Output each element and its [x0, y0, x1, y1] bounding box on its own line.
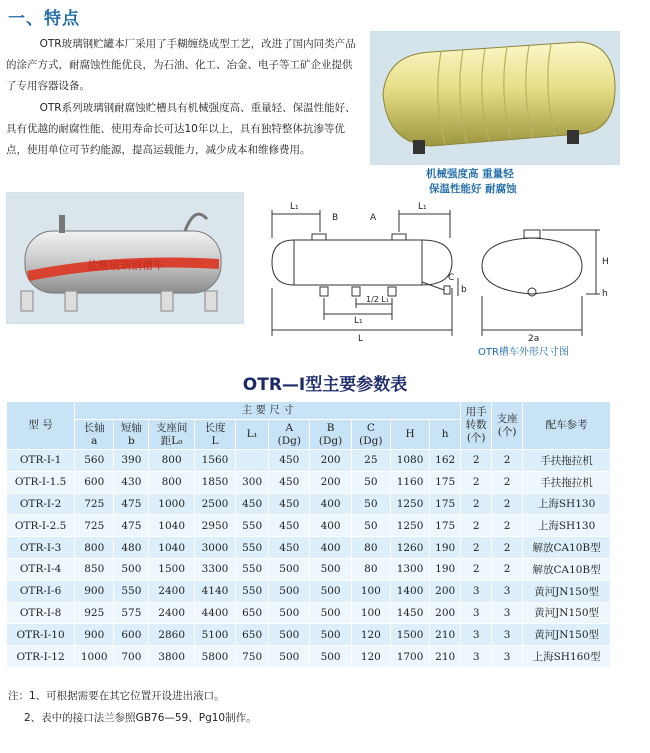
table-cell: 210 [430, 624, 461, 646]
table-cell: OTR-I-8 [7, 602, 75, 624]
table-cell: 1500 [390, 624, 429, 646]
table-cell: 上海SH160型 [523, 646, 611, 668]
table-cell: 500 [310, 580, 351, 602]
table-cell: 550 [236, 580, 269, 602]
table-cell: OTR-I-10 [7, 624, 75, 646]
table-cell: 475 [114, 515, 149, 537]
table-cell: 1040 [149, 515, 194, 537]
table-cell: 5800 [194, 646, 235, 668]
table-cell: 3 [461, 624, 492, 646]
table-cell: 162 [430, 450, 461, 472]
table-cell: 4400 [194, 602, 235, 624]
sub-header-9 [430, 420, 461, 450]
dimension-diagram [262, 196, 622, 345]
dim-label-l1-mid: L₁ [354, 316, 363, 326]
sub-header-3-l2: L [211, 434, 219, 447]
table-cell: 725 [75, 515, 114, 537]
table-cell: 手扶拖拉机 [523, 450, 611, 472]
dim-label-b-nozzle: B [332, 213, 339, 223]
table-cell: 800 [75, 537, 114, 559]
sub-header-0-l1: 长轴 [83, 421, 105, 434]
dim-label-l: L [358, 334, 364, 341]
dim-label-2a: 2a [528, 334, 540, 341]
table-cell: 1250 [390, 493, 429, 515]
table-row [7, 450, 611, 472]
sub-header-2 [149, 420, 194, 450]
tanker-lettering: 盐酸玻璃钢槽车 [87, 259, 164, 272]
table-cell: 5100 [194, 624, 235, 646]
table-cell: 480 [114, 537, 149, 559]
dim-label-l1-left: L₁ [290, 202, 299, 212]
sub-header-0-l2: a [91, 434, 98, 447]
table-cell: 500 [114, 558, 149, 580]
tanker-photo-drawing [7, 193, 243, 323]
sub-header-5-l1: A [285, 421, 294, 434]
table-cell: 175 [430, 471, 461, 493]
table-cell: 390 [114, 450, 149, 472]
header-handhole-line-2: 转数 [465, 419, 487, 431]
table-cell: 50 [351, 471, 390, 493]
table-cell: 50 [351, 515, 390, 537]
table-cell: 500 [310, 624, 351, 646]
table-cell: 750 [236, 646, 269, 668]
sub-header-5-l2: (Dg) [277, 434, 301, 447]
table-cell: 2 [461, 450, 492, 472]
table-cell: 400 [310, 515, 351, 537]
table-cell: 400 [310, 537, 351, 559]
table-cell: 175 [430, 515, 461, 537]
table-cell: 575 [114, 602, 149, 624]
sub-header-2-l2: 距L₀ [160, 434, 183, 447]
table-cell: 3000 [194, 537, 235, 559]
dim-label-l1-right: L₁ [418, 202, 427, 212]
table-cell: OTR-I-2 [7, 493, 75, 515]
table-cell: 黄河JN150型 [523, 580, 611, 602]
table-cell: 2400 [149, 602, 194, 624]
table-cell: 1260 [390, 537, 429, 559]
note-1: 注：1、可根据需要在其它位置开设进出液口。 [8, 690, 225, 702]
table-cell: 100 [351, 602, 390, 624]
table-cell: 1560 [194, 450, 235, 472]
header-support-line-2: (个) [497, 425, 517, 438]
table-cell: 2860 [149, 624, 194, 646]
header-handhole-line-3: (个) [466, 432, 486, 444]
table-cell: 1450 [390, 602, 429, 624]
table-cell: OTR-I-2.5 [7, 515, 75, 537]
dim-label-h-lower: h [602, 289, 608, 299]
sub-header-8 [390, 420, 429, 450]
table-cell: 1080 [390, 450, 429, 472]
table-cell: 600 [75, 471, 114, 493]
table-cell: 黄河JN150型 [523, 624, 611, 646]
table-cell: 850 [75, 558, 114, 580]
table-cell: 解放CA10B型 [523, 558, 611, 580]
table-cell: 210 [430, 646, 461, 668]
table-cell: 手扶拖拉机 [523, 471, 611, 493]
table-row [7, 558, 611, 580]
table-cell: 3 [461, 580, 492, 602]
table-row [7, 602, 611, 624]
table-cell: 1500 [149, 558, 194, 580]
table-cell: 2 [461, 471, 492, 493]
table-cell: 2 [492, 537, 523, 559]
sub-header-2-l1: 支座间 [155, 421, 188, 434]
table-cell: 500 [310, 558, 351, 580]
table-cell: 650 [236, 602, 269, 624]
table-cell: 1400 [390, 580, 429, 602]
table-cell: 2950 [194, 515, 235, 537]
table-cell: 2 [492, 493, 523, 515]
table-cell: 500 [269, 646, 310, 668]
table-cell: 450 [269, 493, 310, 515]
table-cell: 2500 [194, 493, 235, 515]
table-cell: 1700 [390, 646, 429, 668]
sub-header-9-l1: h [441, 428, 449, 440]
table-cell: 3800 [149, 646, 194, 668]
intro-paragraph-1: OTR玻璃钢贮罐本厂采用了手糊缠绕成型工艺，改进了国内同类产品的涂产方式，耐腐蚀性能优良，为石油、化工、冶金、电子等工矿企业提供了专用容器设备。 [6, 38, 356, 92]
table-cell: 200 [310, 450, 351, 472]
table-cell: 2 [461, 558, 492, 580]
section-title: 一、特点 [8, 9, 80, 29]
table-cell: 2 [492, 558, 523, 580]
table-cell: 解放CA10B型 [523, 537, 611, 559]
sub-header-6-l2: (Dg) [318, 434, 343, 447]
table-cell: 2400 [149, 580, 194, 602]
dim-label-b-short: b [461, 285, 467, 295]
table-cell: 2 [461, 493, 492, 515]
header-support-line-1: 支座 [496, 412, 518, 425]
sub-header-4 [236, 420, 269, 450]
table-cell: 500 [269, 602, 310, 624]
table-cell: 1850 [194, 471, 235, 493]
table-row [7, 493, 611, 515]
table-cell [236, 450, 269, 472]
table-cell: 3 [461, 646, 492, 668]
table-cell: 450 [269, 471, 310, 493]
sub-header-6 [310, 420, 351, 450]
table-cell: 500 [269, 624, 310, 646]
table-cell: 3 [492, 624, 523, 646]
table-title: OTR—I型主要参数表 [242, 375, 408, 395]
header-handhole [461, 402, 492, 450]
table-cell: 550 [236, 537, 269, 559]
table-cell: 450 [236, 493, 269, 515]
table-cell: 725 [75, 493, 114, 515]
table-cell: 650 [236, 624, 269, 646]
table-cell: 3300 [194, 558, 235, 580]
table-cell: 300 [236, 471, 269, 493]
table-row [7, 515, 611, 537]
table-cell: 1000 [75, 646, 114, 668]
table-cell: 25 [351, 450, 390, 472]
table-cell: OTR-I-12 [7, 646, 75, 668]
table-cell: 550 [114, 580, 149, 602]
table-cell: 700 [114, 646, 149, 668]
table-cell: 1250 [390, 515, 429, 537]
sub-header-7-l2: (Dg) [359, 434, 383, 447]
table-cell: 500 [310, 602, 351, 624]
table-cell: 800 [149, 450, 194, 472]
table-cell: OTR-I-1.5 [7, 471, 75, 493]
table-cell: 黄河JN150型 [523, 602, 611, 624]
table-cell: 550 [236, 515, 269, 537]
sub-header-3-l1: 长度 [204, 421, 226, 434]
table-body [7, 450, 611, 668]
table-cell: OTR-I-3 [7, 537, 75, 559]
table-cell: 80 [351, 558, 390, 580]
sub-header-6-l1: B [326, 421, 335, 434]
table-cell: 190 [430, 537, 461, 559]
table-cell: 190 [430, 558, 461, 580]
table-cell: 200 [310, 471, 351, 493]
header-handhole-line-1: 用手 [465, 406, 487, 418]
intro-paragraph-2: OTR系列玻璃钢耐腐蚀贮槽具有机械强度高、重量轻、保温性能好、具有优越的耐腐性能、使用寿命长可达10年以上，具有独特整体抗渗等优点，使用单位可节约能源，提高运载能力，减少成本和维修费用。 [6, 102, 356, 156]
table-cell: 200 [430, 602, 461, 624]
table-cell: 500 [269, 580, 310, 602]
tank-photo [370, 31, 620, 165]
table-cell: 上海SH130 [523, 515, 611, 537]
table-cell: 400 [310, 493, 351, 515]
parameter-table [6, 401, 611, 668]
sub-header-7-l1: C [366, 421, 375, 434]
table-row [7, 580, 611, 602]
table-cell: 3 [461, 602, 492, 624]
table-cell: 500 [310, 646, 351, 668]
dim-label-h-upper: H [602, 257, 609, 267]
table-cell: 3 [492, 646, 523, 668]
dim-label-c: C [448, 273, 455, 283]
table-row [7, 646, 611, 668]
table-row [7, 624, 611, 646]
table-cell: 450 [269, 515, 310, 537]
table-cell: 2 [492, 471, 523, 493]
table-cell: 200 [430, 580, 461, 602]
table-cell: 120 [351, 646, 390, 668]
table-cell: 80 [351, 537, 390, 559]
sub-header-8-l1: H [405, 428, 415, 440]
sub-header-1 [114, 420, 149, 450]
table-cell: 1160 [390, 471, 429, 493]
table-cell: 2 [461, 537, 492, 559]
table-cell: 1300 [390, 558, 429, 580]
table-cell: 800 [149, 471, 194, 493]
note-2: 2、表中的接口法兰参照GB76—59、Pg10制作。 [24, 712, 257, 724]
table-cell: 100 [351, 580, 390, 602]
table-cell: OTR-I-1 [7, 450, 75, 472]
table-cell: 175 [430, 493, 461, 515]
table-cell: 450 [269, 450, 310, 472]
sub-header-5 [269, 420, 310, 450]
table-row [7, 537, 611, 559]
table-cell: 120 [351, 624, 390, 646]
tanker-photo [6, 192, 244, 324]
table-cell: 500 [269, 558, 310, 580]
table-cell: 430 [114, 471, 149, 493]
tank-photo-drawing [371, 32, 619, 164]
table-cell: 1000 [149, 493, 194, 515]
table-cell: 2 [492, 515, 523, 537]
table-cell: 4140 [194, 580, 235, 602]
table-cell: 550 [236, 558, 269, 580]
sub-header-1-l2: b [128, 434, 135, 447]
table-cell: 50 [351, 493, 390, 515]
table-cell: 475 [114, 493, 149, 515]
table-cell: 3 [492, 580, 523, 602]
table-cell: 925 [75, 602, 114, 624]
table-cell: 上海SH130 [523, 493, 611, 515]
table-cell: 3 [492, 602, 523, 624]
sub-header-7 [351, 420, 390, 450]
sub-header-0 [75, 420, 114, 450]
header-support [492, 402, 523, 450]
sub-header-3 [194, 420, 235, 450]
table-cell: 560 [75, 450, 114, 472]
table-cell: 450 [269, 537, 310, 559]
table-row [7, 471, 611, 493]
table-cell: 900 [75, 580, 114, 602]
table-cell: 1040 [149, 537, 194, 559]
table-cell: 2 [461, 515, 492, 537]
dim-label-half-l1: 1/2 L₁ [366, 295, 390, 304]
table-cell: 2 [492, 450, 523, 472]
photo-caption-line-2: 保温性能好 耐腐蚀 [429, 183, 517, 195]
diagram-caption: OTR槽车外形尺寸图 [478, 347, 569, 358]
table-cell: 600 [114, 624, 149, 646]
header-model: 型 号 [7, 402, 75, 450]
sub-header-1-l1: 短轴 [120, 421, 142, 434]
photo-caption-line-1: 机械强度高 重量轻 [426, 168, 514, 180]
table-cell: OTR-I-6 [7, 580, 75, 602]
dim-label-a-nozzle: A [370, 213, 377, 223]
table-cell: 900 [75, 624, 114, 646]
header-vehicle: 配车参考 [523, 402, 611, 450]
header-main-dimensions: 主 要 尺 寸 [75, 402, 461, 420]
sub-header-4-l1: L₁ [246, 428, 258, 440]
table-cell: OTR-I-4 [7, 558, 75, 580]
